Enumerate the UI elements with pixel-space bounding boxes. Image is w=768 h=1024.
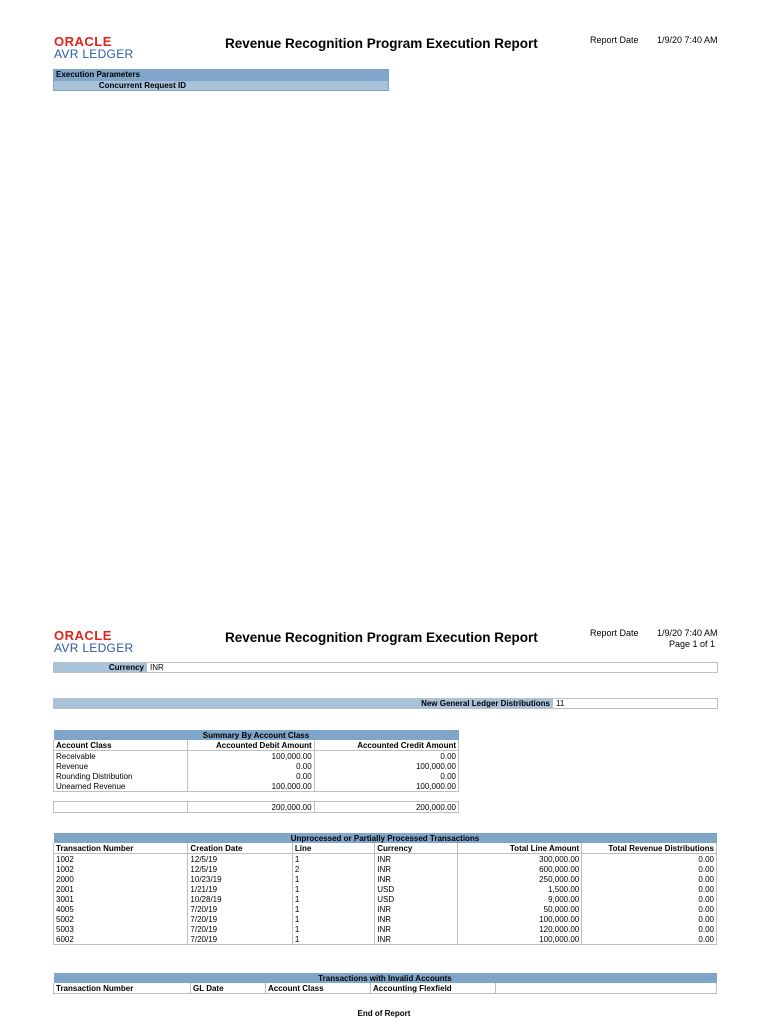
table-cell: 100,000.00	[457, 914, 581, 924]
summary-table	[53, 730, 459, 792]
column-header: Total Revenue Distributions	[582, 843, 717, 854]
table-row	[54, 751, 459, 762]
table-cell: 0.00	[314, 751, 458, 762]
execution-parameters	[53, 69, 389, 91]
table-cell: 10/23/19	[188, 874, 292, 884]
end-of-report: End of Report	[357, 1009, 411, 1018]
report-date-value: 1/9/20 7:40 AM	[657, 628, 718, 638]
table-cell: INR	[375, 874, 458, 884]
table-cell: 0.00	[582, 894, 717, 904]
table-cell: 2000	[54, 874, 188, 884]
table-cell: Unearned Revenue	[54, 781, 188, 792]
table-row	[54, 924, 717, 934]
table-cell: 100,000.00	[187, 781, 314, 792]
currency-label: Currency	[54, 663, 147, 672]
table-cell: 5002	[54, 914, 188, 924]
request-id-label: Concurrent Request ID	[54, 81, 189, 90]
table-cell: 6002	[54, 934, 188, 945]
report-date-value: 1/9/20 7:40 AM	[657, 35, 718, 45]
table-row	[54, 874, 717, 884]
column-header: Total Line Amount	[457, 843, 581, 854]
column-header: Currency	[375, 843, 458, 854]
table-cell: 2	[292, 864, 374, 874]
table-cell: 9,000.00	[457, 894, 581, 904]
table-cell: 1002	[54, 864, 188, 874]
column-header: Transaction Number	[54, 983, 191, 994]
table-cell: 1	[292, 884, 374, 894]
column-header: Accounted Debit Amount	[187, 740, 314, 751]
page2-header	[0, 620, 768, 660]
table-cell: 120,000.00	[457, 924, 581, 934]
report-date-label: Report Date	[590, 35, 639, 45]
table-cell: 7/20/19	[188, 914, 292, 924]
column-header: Accounted Credit Amount	[314, 740, 458, 751]
column-header: Account Class	[54, 740, 188, 751]
column-header: GL Date	[191, 983, 266, 994]
table-cell: INR	[375, 924, 458, 934]
table-cell: INR	[375, 914, 458, 924]
logo-product: AVR LEDGER	[54, 47, 134, 61]
table-cell: 100,000.00	[187, 751, 314, 762]
logo-product: AVR LEDGER	[54, 641, 134, 655]
table-cell: 100,000.00	[457, 934, 581, 945]
table-cell: 1	[292, 874, 374, 884]
new-gl-label: New General Ledger Distributions	[54, 699, 553, 708]
summary-title: Summary By Account Class	[54, 730, 459, 740]
table-cell: 50,000.00	[457, 904, 581, 914]
table-cell: USD	[375, 894, 458, 904]
filler-cell	[496, 983, 717, 994]
oracle-logo	[54, 629, 133, 654]
page-title: Revenue Recognition Program Execution Report	[225, 36, 538, 51]
table-cell: 12/5/19	[188, 864, 292, 874]
table-cell: 0.00	[187, 761, 314, 771]
table-cell: 1	[292, 904, 374, 914]
table-cell: 1	[292, 934, 374, 945]
table-cell: 7/20/19	[188, 934, 292, 945]
table-cell: 0.00	[582, 914, 717, 924]
table-cell: 1	[292, 924, 374, 934]
table-cell: 0.00	[582, 864, 717, 874]
table-cell: USD	[375, 884, 458, 894]
table-cell: 0.00	[187, 771, 314, 781]
table-cell: 1	[292, 894, 374, 904]
invalid-title: Transactions with Invalid Accounts	[54, 973, 717, 983]
table-cell: 3001	[54, 894, 188, 904]
table-cell: 1	[292, 914, 374, 924]
new-gl-row	[53, 698, 718, 709]
table-cell: Receivable	[54, 751, 188, 762]
table-row	[54, 934, 717, 945]
table-cell: INR	[375, 864, 458, 874]
unprocessed-table	[53, 833, 717, 945]
currency-value: INR	[150, 663, 164, 672]
table-cell: Revenue	[54, 761, 188, 771]
column-header: Line	[292, 843, 374, 854]
table-cell: 0.00	[582, 884, 717, 894]
report-date-label: Report Date	[590, 628, 639, 638]
table-cell: 0.00	[582, 874, 717, 884]
table-cell: 0.00	[582, 904, 717, 914]
table-cell: 100,000.00	[314, 781, 458, 792]
table-cell: 1/21/19	[188, 884, 292, 894]
table-cell: 7/20/19	[188, 904, 292, 914]
total-cell	[54, 802, 188, 813]
table-row	[54, 914, 717, 924]
table-row	[54, 894, 717, 904]
column-header: Creation Date	[188, 843, 292, 854]
table-row	[54, 884, 717, 894]
table-row	[54, 761, 459, 771]
logo-brand: ORACLE	[54, 34, 112, 49]
page-title: Revenue Recognition Program Execution Report	[225, 630, 538, 645]
invalid-table	[53, 973, 717, 994]
page-number: Page 1 of 1	[669, 639, 716, 649]
page1-header	[0, 0, 768, 60]
table-cell: Rounding Distribution	[54, 771, 188, 781]
table-cell: 0.00	[582, 924, 717, 934]
table-cell: 2001	[54, 884, 188, 894]
request-id-value	[189, 81, 388, 90]
logo-brand: ORACLE	[54, 628, 112, 643]
table-cell: 4005	[54, 904, 188, 914]
table-cell: 0.00	[314, 771, 458, 781]
execution-parameters-title: Execution Parameters	[53, 69, 389, 80]
table-row	[54, 781, 459, 792]
table-cell: 7/20/19	[188, 924, 292, 934]
table-cell: INR	[375, 854, 458, 865]
table-cell: 1002	[54, 854, 188, 865]
summary-totals	[53, 801, 459, 813]
table-cell: 600,000.00	[457, 864, 581, 874]
table-row	[54, 771, 459, 781]
column-header: Accounting Flexfield	[371, 983, 496, 994]
table-cell: 300,000.00	[457, 854, 581, 865]
table-row	[54, 854, 717, 865]
table-cell: 0.00	[582, 934, 717, 945]
currency-row	[53, 662, 718, 673]
table-cell: 12/5/19	[188, 854, 292, 865]
unprocessed-title: Unprocessed or Partially Processed Transactions	[54, 833, 717, 843]
table-row	[54, 864, 717, 874]
table-cell: 100,000.00	[314, 761, 458, 771]
total-cell: 200,000.00	[187, 802, 314, 813]
new-gl-value: 11	[556, 699, 565, 708]
table-row	[54, 904, 717, 914]
table-cell: 10/28/19	[188, 894, 292, 904]
table-cell: 5003	[54, 924, 188, 934]
column-header: Transaction Number	[54, 843, 188, 854]
table-cell: INR	[375, 904, 458, 914]
table-cell: 1,500.00	[457, 884, 581, 894]
column-header: Account Class	[266, 983, 371, 994]
oracle-logo	[54, 35, 133, 60]
table-cell: INR	[375, 934, 458, 945]
table-cell: 250,000.00	[457, 874, 581, 884]
table-cell: 1	[292, 854, 374, 865]
request-id-row	[53, 80, 389, 91]
table-cell: 0.00	[582, 854, 717, 865]
total-cell: 200,000.00	[314, 802, 458, 813]
